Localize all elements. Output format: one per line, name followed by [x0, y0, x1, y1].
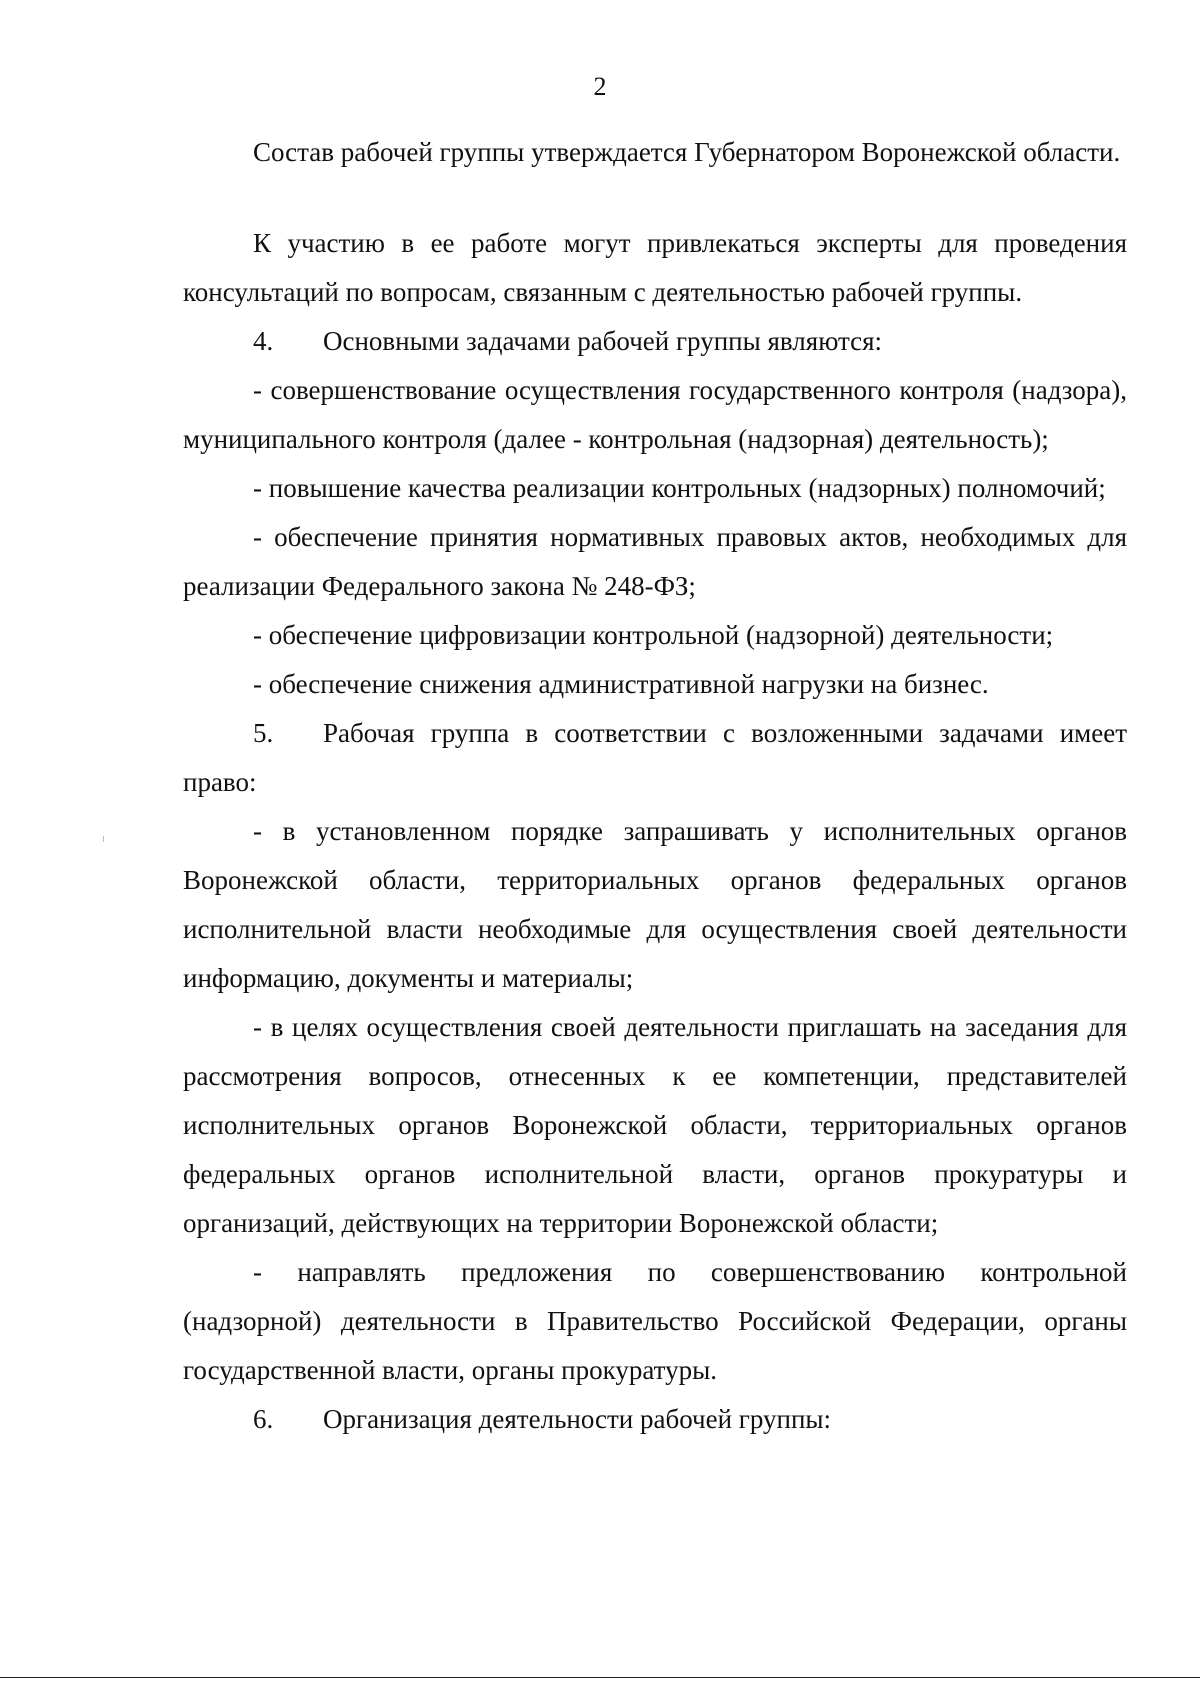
bullet-legal-acts: - обеспечение принятия нормативных правовых актов, необходимых для реализации Федерального закона № 248-ФЗ; [183, 522, 1127, 601]
document-body [183, 128, 1127, 1444]
bullet-improvement-control: - совершенствование осуществления государственного контроля (надзора), муниципального контроля (далее - контрольная (надзорная) деятельность); [183, 375, 1127, 454]
bullet-request-info: - в установленном порядке запрашивать у исполнительных органов Воронежской области, территориальных органов федеральных органов исполнительной власти необходимые для осуществления своей деятельности информацию, документы и материалы; [183, 816, 1127, 993]
item-5-text: Рабочая группа в соответствии с возложенными задачами имеет право: [183, 718, 1127, 797]
item-5 [183, 709, 1127, 807]
bullet-quality-implementation: - повышение качества реализации контрольных (надзорных) полномочий; [253, 473, 1106, 503]
item-4-text: Основными задачами рабочей группы являются: [323, 326, 883, 356]
paragraph-experts: К участию в ее работе могут привлекаться эксперты для проведения консультаций по вопросам, связанным с деятельностью рабочей группы. [183, 228, 1127, 307]
bullet-invite-representatives: - в целях осуществления своей деятельности приглашать на заседания для рассмотрения вопросов, отнесенных к ее компетенции, представителей исполнительных органов Воронежской области, территориальных органов федеральных органов исполнительной власти, органов прокуратуры и организаций, действующих на территории Воронежской области; [183, 1012, 1127, 1238]
item-4-number: 4. [253, 326, 274, 356]
item-6-number: 6. [253, 1404, 274, 1434]
paragraph-composition: Состав рабочей группы утверждается Губернатором Воронежской области. [253, 137, 1121, 167]
bullet-digitalization: - обеспечение цифровизации контрольной (надзорной) деятельности; [253, 620, 1054, 650]
item-4 [183, 317, 1127, 366]
item-6 [183, 1395, 1127, 1444]
bullet-reduce-burden: - обеспечение снижения административной нагрузки на бизнес. [253, 669, 989, 699]
page-bottom-rule [0, 1677, 1200, 1678]
item-6-text: Организация деятельности рабочей группы: [323, 1404, 832, 1434]
item-5-number: 5. [253, 718, 274, 748]
bullet-send-proposals: - направлять предложения по совершенствованию контрольной (надзорной) деятельности в Правительство Российской Федерации, органы государственной власти, органы прокуратуры. [183, 1257, 1127, 1385]
scan-margin-mark [103, 836, 104, 842]
page-number: 2 [593, 72, 607, 101]
